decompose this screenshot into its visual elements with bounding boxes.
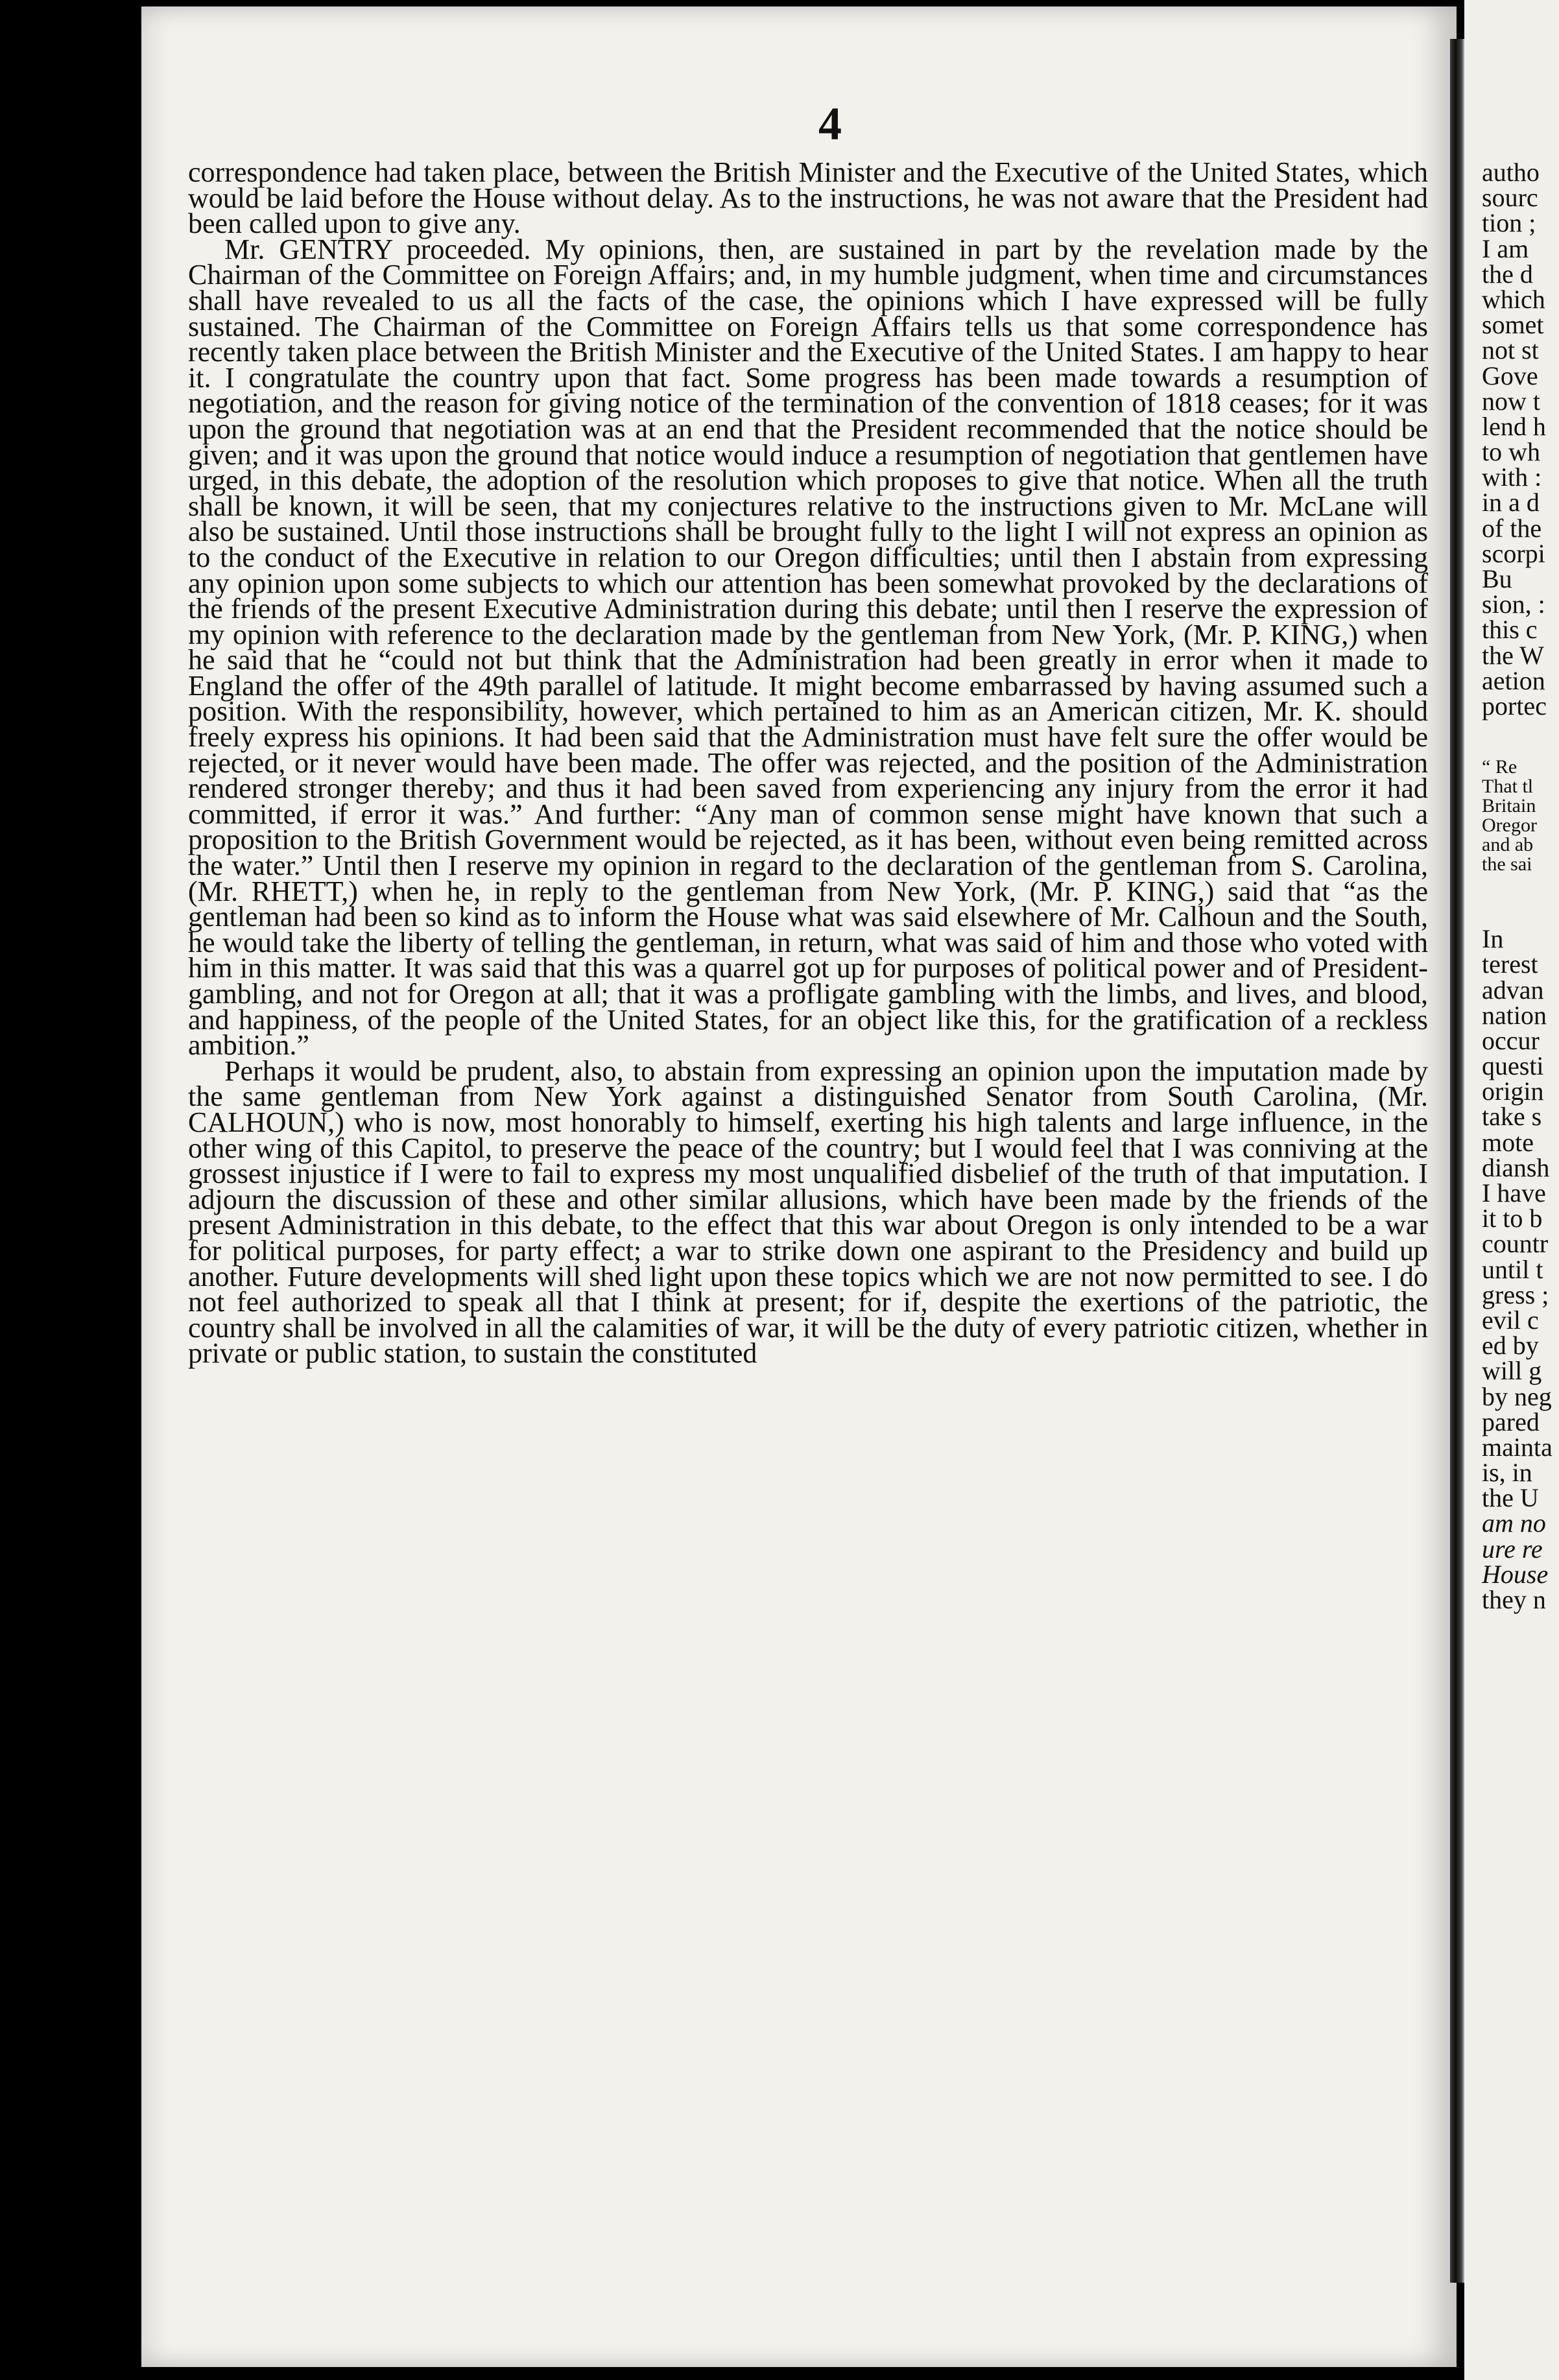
right-page-fragment: am no [1482, 1508, 1546, 1538]
right-page-fragment: mote [1482, 1127, 1534, 1157]
right-page-fragment: and ab [1482, 834, 1534, 856]
right-page-fragment: mainta [1482, 1432, 1553, 1462]
right-page-fragment: to wh [1482, 437, 1540, 467]
fragment-spacer [1482, 874, 1559, 926]
body-text [188, 156, 1428, 1370]
right-page-fragment: advan [1482, 975, 1544, 1005]
right-page-fragment: House [1482, 1559, 1549, 1589]
right-page-fragment: I am [1482, 233, 1529, 263]
paragraph-2: Mr. GENTRY proceeded. My opinions, then, are sustained in part by the revelation made by the Chairman of the Committee on Foreign Affairs; and, in my humble judgment, when time and circumstances shall have revealed to us all the facts of the case, the opinions which I have expressed will be fully sustained. The Chairman of the Committee on Foreign Affairs tells us that some correspondence has recently taken place between the British Minister and the Executive of the United States. I am happy to hear it. I congratulate the country upon that fact. Some progress has been made towards a resumption of negotiation, and the reason for giving notice of the termination of the convention of 1818 ceases; for it was upon the ground that negotiation was at an end that the President recommended that the notice should be given; and it was upon the ground that notice would induce a resumption of negotiation that gentlemen have urged, in this debate, the adoption of the resolution which proposes to give that notice. When all the truth shall be known, it will be seen, that my conjectures relative to the instructions given to Mr. McLane will also be sustained. Until those instructions shall be brought fully to the light I will not express an opinion as to the conduct of the Executive in relation to our Oregon difficulties; until then I abstain from expressing any opinion upon some subjects to which our attention has been somewhat provoked by the declarations of the friends of the present Executive Administration during this debate; until then I reserve the expression of my opinion with reference to the declaration made by the gentleman from New York, (Mr. P. KING,) when he said that he “could not but think that the Administration had been greatly in error when it made to England the offer of the 49th parallel of latitude. It might become embarrassed by having assumed such a position. With the responsibility, however, which pertained to him as an American citizen, Mr. K. should freely express his opinions. It had been said that the Administration must have felt sure the offer would be rejected, or it never would have been made. The offer was rejected, and the position of the Administration rendered stronger thereby; and thus it had been saved from experiencing any injury from the error it had committed, if error it was.” And further: “Any man of common sense might have known that such a proposition to the British Government would be rejected, as it has been, without even being remitted across the water.” Until then I reserve my opinion in regard to the declaration of the gentleman from S. Carolina, (Mr. RHETT,) when he, in reply to the gentleman from New York, (Mr. P. KING,) said that “as the gentleman had been so kind as to inform the House what was said elsewhere of Mr. Calhoun and the South, he would take the liberty of telling the gentleman, in return, what was said of him and those who voted with him in this matter. It was said that this was a quarrel got up for purposes of political power and of President-gambling, and not for Oregon at all; that it was a profligate gambling with the limbs, and lives, and blood, and happiness, of the people of the United States, for an object like this, for the gratification of a reckless ambition.” [188, 233, 1428, 1062]
right-page-fragment: occur [1482, 1025, 1540, 1055]
right-page-fragment: the U [1482, 1483, 1539, 1513]
right-page-fragment: lend h [1482, 411, 1546, 441]
right-page-fragment: the sai [1482, 853, 1532, 875]
right-page-fragment: is, in [1482, 1458, 1532, 1488]
right-page-fragment: until t [1482, 1254, 1543, 1284]
right-page-text-fragments [1482, 160, 1559, 1612]
right-page-fragment: countr [1482, 1229, 1549, 1259]
right-page-fragment: will g [1482, 1356, 1542, 1386]
right-page-fragment: terest [1482, 949, 1538, 979]
right-page-fragment: I have [1482, 1178, 1546, 1208]
paragraph-3: Perhaps it would be prudent, also, to abstain from expressing an opinion upon the imputation made by the same gentleman from New York against a distinguished Senator from South Carolina, (Mr. CALHOUN,) who is now, most honorably to himself, exerting his high talents and large influence, in the other wing of this Capitol, to preserve the peace of the country; but I would feel that I was conniving at the grossest injustice if I were to fail to express my most unqualified disbelief of the truth of that imputation. I adjourn the discussion of these and other similar allusions, which have been made by the friends of the present Administration in this debate, to the effect that this war about Oregon is only intended to be a war for political purposes, for party effect; a war to strike down one aspirant to the Presidency and build up another. Future developments will shed light upon these topics which we are not now permitted to see. I do not feel authorized to speak all that I think at present; for if, despite the exertions of the patriotic, the country shall be involved in all the calamities of war, it will be the duty of every patriotic citizen, whether in private or public station, to sustain the constituted [188, 1054, 1428, 1370]
right-page-fragment: by neg [1482, 1381, 1552, 1411]
fragment-spacer [1482, 719, 1559, 757]
right-page-fragment: “ Re [1482, 756, 1517, 778]
right-page-fragment: aetion [1482, 665, 1545, 695]
right-page-fragment: in a d [1482, 488, 1540, 518]
paragraph-1: correspondence had taken place, between the British Minister and the Executive of the United States, which would be laid before the House without delay. As to the instructions, he was not aware that the President had been called upon to give any. [188, 156, 1428, 240]
right-page-fragment: they n [1482, 1585, 1546, 1614]
page-number: 4 [818, 98, 842, 150]
right-page-fragment: sion, : [1482, 589, 1545, 619]
right-page-fragment: That tl [1482, 776, 1534, 798]
right-page-fragment: somet [1482, 310, 1544, 340]
right-page-fragment: diansh [1482, 1152, 1550, 1182]
right-page-fragment: In [1482, 924, 1504, 954]
right-page-fragment: this c [1482, 615, 1538, 645]
right-page-fragment: of the [1482, 513, 1542, 543]
right-page-fragment: questi [1482, 1051, 1544, 1081]
right-page-fragment: evil c [1482, 1305, 1539, 1335]
right-page-fragment: gress ; [1482, 1279, 1549, 1309]
right-page-fragment: pared [1482, 1407, 1540, 1436]
right-page-fragment: take s [1482, 1102, 1542, 1132]
right-page-fragment: now t [1482, 386, 1540, 416]
right-page-fragment: which [1482, 284, 1545, 314]
right-page-fragment: with : [1482, 462, 1542, 492]
right-page-fragment: not st [1482, 335, 1539, 365]
right-page-fragment: portec [1482, 691, 1547, 720]
right-page-fragment: scorpi [1482, 538, 1545, 568]
right-page-fragment: it to b [1482, 1204, 1543, 1233]
right-page-fragment: Oregor [1482, 815, 1537, 837]
right-page-fragment: Bu [1482, 564, 1512, 593]
right-page-fragment: Britain [1482, 795, 1536, 817]
right-page-fragment: sourc [1482, 183, 1538, 213]
right-page-fragment: ed by [1482, 1331, 1539, 1361]
right-page-fragment: the W [1482, 640, 1544, 670]
right-page-fragment: nation [1482, 1000, 1547, 1030]
book-gutter [1450, 39, 1464, 2283]
right-page-fragment: the d [1482, 259, 1533, 289]
right-page-fragment: tion ; [1482, 208, 1536, 238]
right-page-fragment: ure re [1482, 1534, 1543, 1564]
right-page-fragment: autho [1482, 158, 1540, 187]
right-page-fragment: Gove [1482, 361, 1538, 390]
right-page-fragment: origin [1482, 1077, 1544, 1106]
